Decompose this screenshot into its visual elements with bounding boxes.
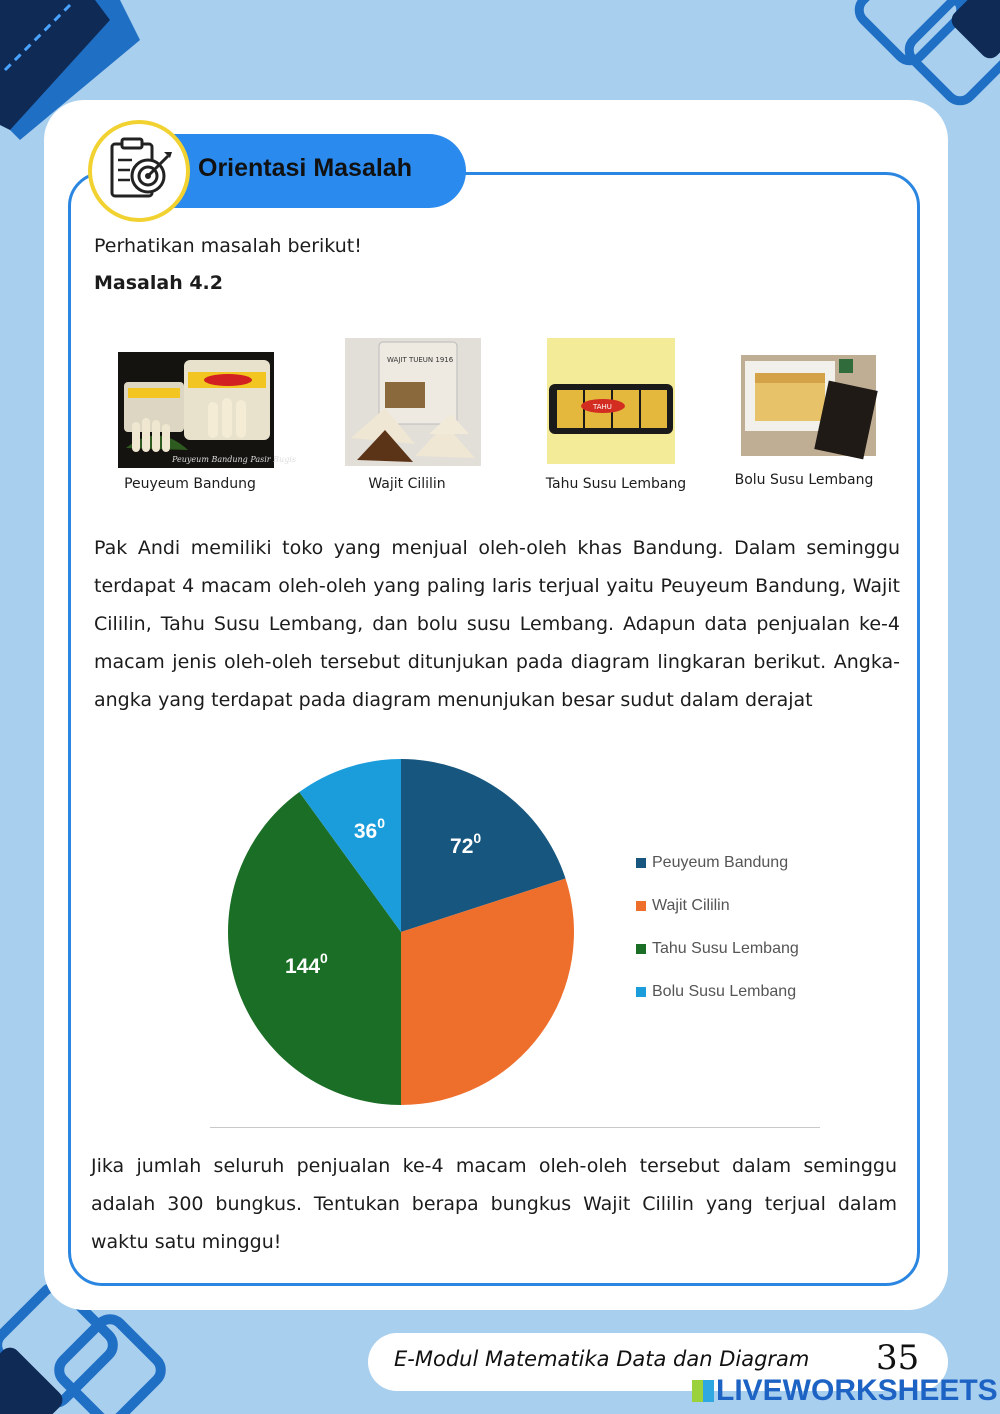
legend-swatch [636, 987, 646, 997]
logo-grid-icon [692, 1380, 714, 1402]
legend-label: Peuyeum Bandung [652, 854, 789, 871]
divider-line [210, 1127, 820, 1128]
legend-item-wajit [636, 897, 730, 915]
legend-item-peuyeum [636, 854, 788, 872]
product-caption-wajit: Wajit Cililin [368, 476, 446, 492]
problem-paragraph: Pak Andi memiliki toko yang menjual oleh-oleh khas Bandung. Dalam seminggu terdapat 4 macam oleh-oleh yang paling laris terjual yaitu Peuyeum Bandung, Wajit Cililin, Tahu Susu Lembang, dan bolu susu Lembang. Adapun data penjualan ke-4 macam jenis oleh-oleh tersebut ditunjukan pada diagram lingkaran berikut. Angka-angka yang terdapat pada diagram menunjukan besar sudut dalam derajat [94, 537, 900, 711]
photo-text-peuyeum: Peuyeum Bandung Pasir Bugis [172, 455, 296, 464]
intro-text: Perhatikan masalah berikut! [94, 235, 362, 257]
pie-data-label: $144^0$ [284, 950, 328, 979]
product-photo-wajit [345, 338, 481, 466]
photo-text-tahu: TAHU [593, 403, 612, 411]
legend-swatch [636, 944, 646, 954]
question-paragraph: Jika jumlah seluruh penjualan ke-4 macam oleh-oleh tersebut dalam seminggu adalah 300 bungkus. Tentukan berapa bungkus Wajit Cililin yang terjual dalam waktu satu minggu! [91, 1155, 897, 1253]
legend-item-tahu-susu [636, 940, 799, 958]
target-clipboard-icon [92, 124, 186, 218]
pie-data-label: $72^0$ [450, 830, 482, 859]
product-caption-peuyeum: Peuyeum Bandung [124, 476, 256, 492]
product-photo-peuyeum [118, 352, 296, 468]
pie-data-label: $36^0$ [353, 814, 386, 843]
problem-label: Masalah 4.2 [94, 272, 223, 294]
product-photo-bolu-susu [741, 355, 876, 456]
section-icon-badge [88, 120, 190, 222]
legend-swatch [636, 858, 646, 868]
pie-chart [200, 740, 620, 1120]
product-caption-bolu-susu: Bolu Susu Lembang [734, 472, 874, 488]
legend-label: Tahu Susu Lembang [652, 940, 799, 957]
page-number: 35 [876, 1338, 920, 1378]
legend-label: Bolu Susu Lembang [652, 983, 797, 1000]
photo-text-wajit: WAJIT TUEUN 1916 [387, 356, 454, 364]
legend-label: Wajit Cililin [652, 897, 730, 914]
liveworksheets-logo: LIVEWORKSHEETS [692, 1374, 998, 1408]
section-title: Orientasi Masalah [198, 154, 412, 182]
legend-swatch [636, 901, 646, 911]
footer-title: E-Modul Matematika Data dan Diagram [394, 1347, 810, 1371]
product-caption-tahu-susu: Tahu Susu Lembang [545, 476, 687, 492]
legend-item-bolu-susu [636, 983, 796, 1001]
product-photo-tahu-susu [547, 338, 675, 464]
